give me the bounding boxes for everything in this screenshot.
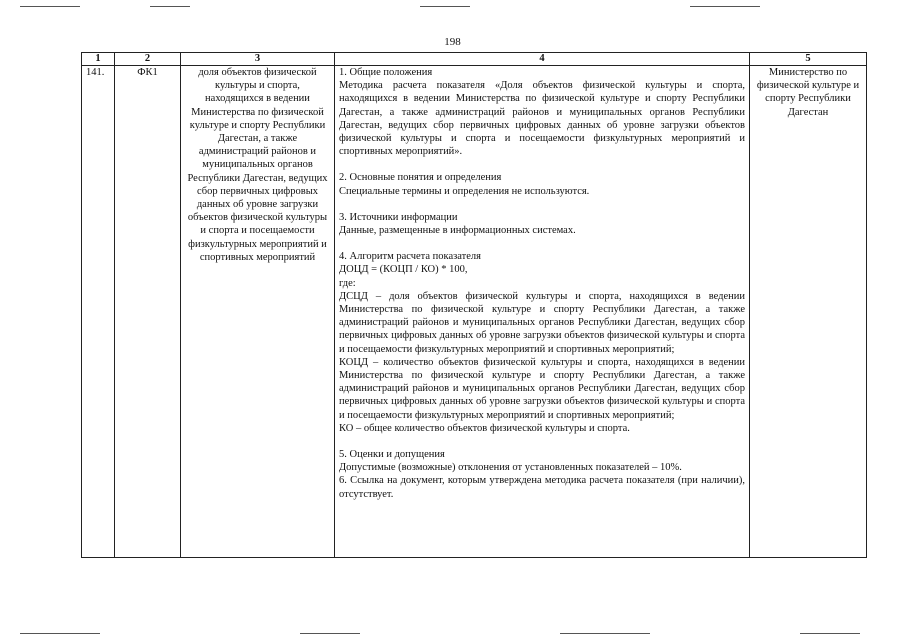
section-3-title: 3. Источники информации [339,211,458,223]
scan-artifact [560,633,650,634]
section-1-title: 1. Общие положения [339,67,433,78]
row-number: 141. [82,66,115,558]
header-cell: 5 [750,53,867,66]
definition-dscd: ДСЦД – доля объектов физической культуры и спорта, находящихся в ведении Министерства по физической культуре и спорту Республики Дагестан, а также администраций районов и муниципальных органов Республики Дагестан, ведущих сбор первичных цифровых данных об уровне загрузки объектов физической культуры и спорта и посещаемости физкультурных мероприятий и спортивных мероприятий; [339,290,745,355]
definition-kocd: КОЦД – количество объектов физической культуры и спорта, находящихся в ведении Министерства по физической культуре и спорту Республики Дагестан, а также администраций районов и муниципальных органов Республики Дагестан, ведущих сбор первичных цифровых данных об уровне загрузки объектов физической культуры и спорта и посещаемости физкультурных мероприятий и спортивных мероприятий; [339,356,745,421]
responsible-organization: Министерство по физической культуре и спорту Республики Дагестан [750,66,867,558]
section-5-title: 5. Оценки и допущения [339,449,445,461]
indicator-table [81,52,867,558]
page-number: 198 [444,36,461,48]
section-6-text: 6. Ссылка на документ, которым утверждена методика расчета показателя (при наличии), отсутствует. [339,475,745,500]
formula: ДОЦД = (КОЦП / КО) * 100, [339,264,468,276]
scan-artifact [690,6,760,7]
section-3-text: Данные, размещенные в информационных системах. [339,225,576,237]
section-2-text: Специальные термины и определения не используются. [339,185,590,197]
header-cell: 3 [181,53,335,66]
indicator-code: ФК1 [115,66,181,558]
definition-ko: КО – общее количество объектов физической культуры и спорта. [339,422,630,434]
header-cell: 1 [82,53,115,66]
calculation-method [335,66,750,558]
scan-artifact [20,633,100,634]
section-5-text: Допустимые (возможные) отклонения от установленных показателей – 10%. [339,462,682,474]
section-1-text: Методика расчета показателя «Доля объектов физической культуры и спорта, находящихся в ведении Министерства по физической культуре и спорту Республики Дагестан, а также администраций районов и муниципальных органов Республики Дагестан, ведущих сбор первичных цифровых данных об уровне загрузки объектов физической культуры и спорта и посещаемости физкультурных мероприятий и спортивных мероприятий». [339,80,745,158]
header-cell: 4 [335,53,750,66]
indicator-name: доля объектов физической культуры и спорта, находящихся в ведении Министерства по физической культуре и спорту Республики Дагестан, а также администраций районов и муниципальных органов Республики Дагестан, ведущих сбор первичных цифровых данных об уровне загрузки объектов физической культуры и спорта и посещаемости физкультурных мероприятий и спортивных мероприятий [181,66,335,558]
section-2-title: 2. Основные понятия и определения [339,172,502,184]
section-4-title: 4. Алгоритм расчета показателя [339,251,481,263]
scan-artifact [800,633,860,634]
header-row [82,53,867,66]
scan-artifact [20,6,80,7]
scan-artifact [300,633,360,634]
formula-where: где: [339,277,356,289]
scan-artifact [420,6,470,7]
header-cell: 2 [115,53,181,66]
table-row [82,66,867,558]
scan-artifact [150,6,190,7]
